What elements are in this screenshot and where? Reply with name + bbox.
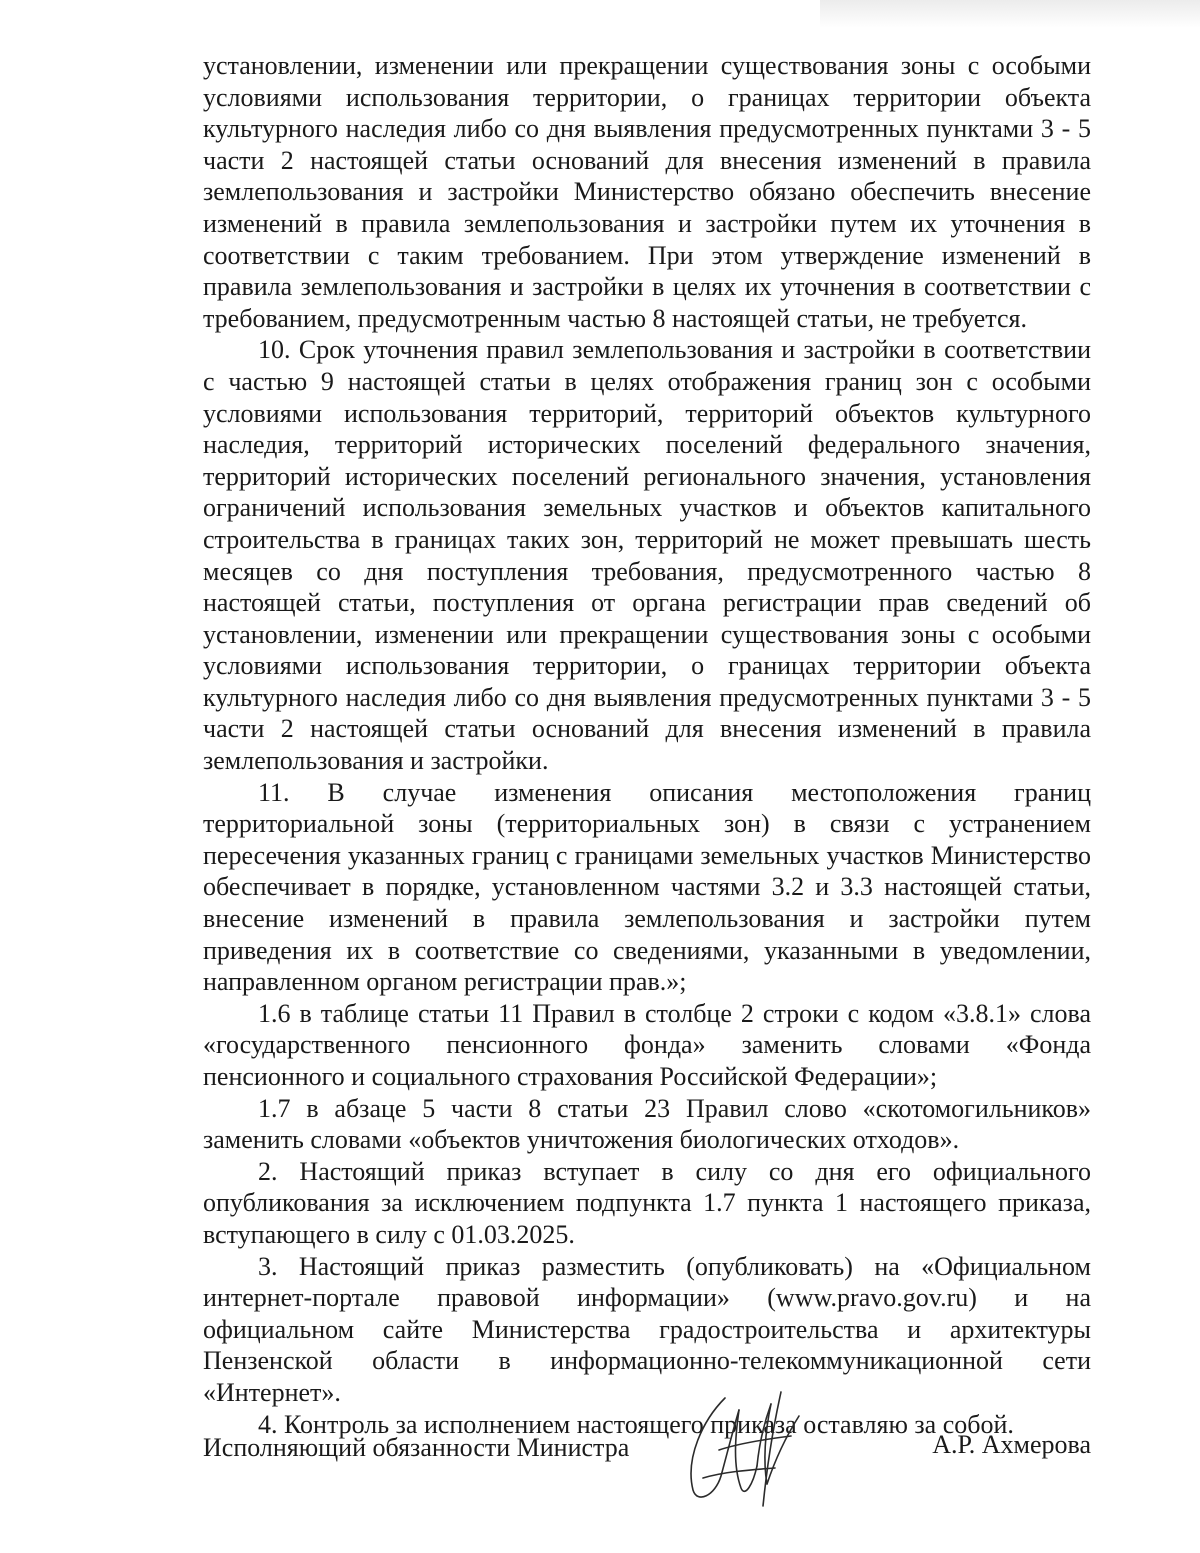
signatory-role: Исполняющий обязанности Министра [203,1433,630,1462]
scan-edge-shadow [820,0,1200,28]
paragraph-1-7: 1.7 в абзаце 5 части 8 статьи 23 Правил слово «скотомогильников» заменить словами «объектов уничтожения биологических отходов». [203,1093,1091,1155]
paragraph-2: 2. Настоящий приказ вступает в силу со дня его официального опубликования за исключением подпункта 1.7 пункта 1 настоящего приказа, вступающего в силу с 01.03.2025. [203,1156,1091,1249]
paragraph-4: 4. Контроль за исполнением настоящего приказа оставляю за собой. [258,1409,1014,1439]
signatory-name: А.Р. Ахмерова [932,1430,1091,1459]
paragraph-1-6: 1.6 в таблице статьи 11 Правил в столбце 2 строки с кодом «3.8.1» слова «государственного пенсионного фонда» заменить словами «Фонда пенсионного и социального страхования Российской Федерации»; [203,998,1091,1091]
handwritten-signature-icon [663,1380,823,1510]
signature-block [203,1380,1091,1520]
paragraph-3: 3. Настоящий приказ разместить (опубликовать) на «Официальном интернет-портале правовой информации» (www.pravo.gov.ru) и на официальном сайте Министерства градостроительства и архитектуры Пензенской области в информационно-телекоммуникационной сети «Интернет». [203,1251,1091,1407]
paragraph-9-continuation: установлении, изменении или прекращении существования зоны с особыми условиями использования территории, о границах территории объекта культурного наследия либо со дня выявления предусмотренных пунктами 3 - 5 части 2 настоящей статьи оснований для внесения изменений в правила землепользования и застройки Министерство обязано обеспечить внесение изменений в правила землепользования и застройки путем их уточнения в соответствии с таким требованием. При этом утверждение изменений в правила землепользования и застройки в целях их уточнения в соответствии с требованием, предусмотренным частью 8 настоящей статьи, не требуется. [203,51,1091,333]
paragraph-11: 11. В случае изменения описания местоположения границ территориальной зоны (территориальных зон) в связи с устранением пересечения указанных границ с границами земельных участков Министерство обеспечивает в порядке, установленном частями 3.2 и 3.3 настоящей статьи, внесение изменений в правила землепользования и застройки путем приведения их в соответствие со сведениями, указанными в уведомлении, направленном органом регистрации прав.»; [203,777,1091,997]
document-body [203,50,1091,1440]
paragraph-10: 10. Срок уточнения правил землепользования и застройки в соответствии с частью 9 настоящей статьи в целях отображения границ зон с особыми условиями использования территорий, территорий объектов культурного наследия, территорий исторических поселений федерального значения, территорий исторических поселений регионального значения, установления ограничений использования земельных участков и объектов капитального строительства в границах таких зон, территорий не может превышать шесть месяцев со дня поступления требования, предусмотренного частью 8 настоящей статьи, поступления от органа регистрации прав сведений об установлении, изменении или прекращении существования зоны с особыми условиями использования территории, о границах территории объекта культурного наследия либо со дня выявления предусмотренных пунктами 3 - 5 части 2 настоящей статьи оснований для внесения изменений в правила землепользования и застройки. [203,335,1091,776]
